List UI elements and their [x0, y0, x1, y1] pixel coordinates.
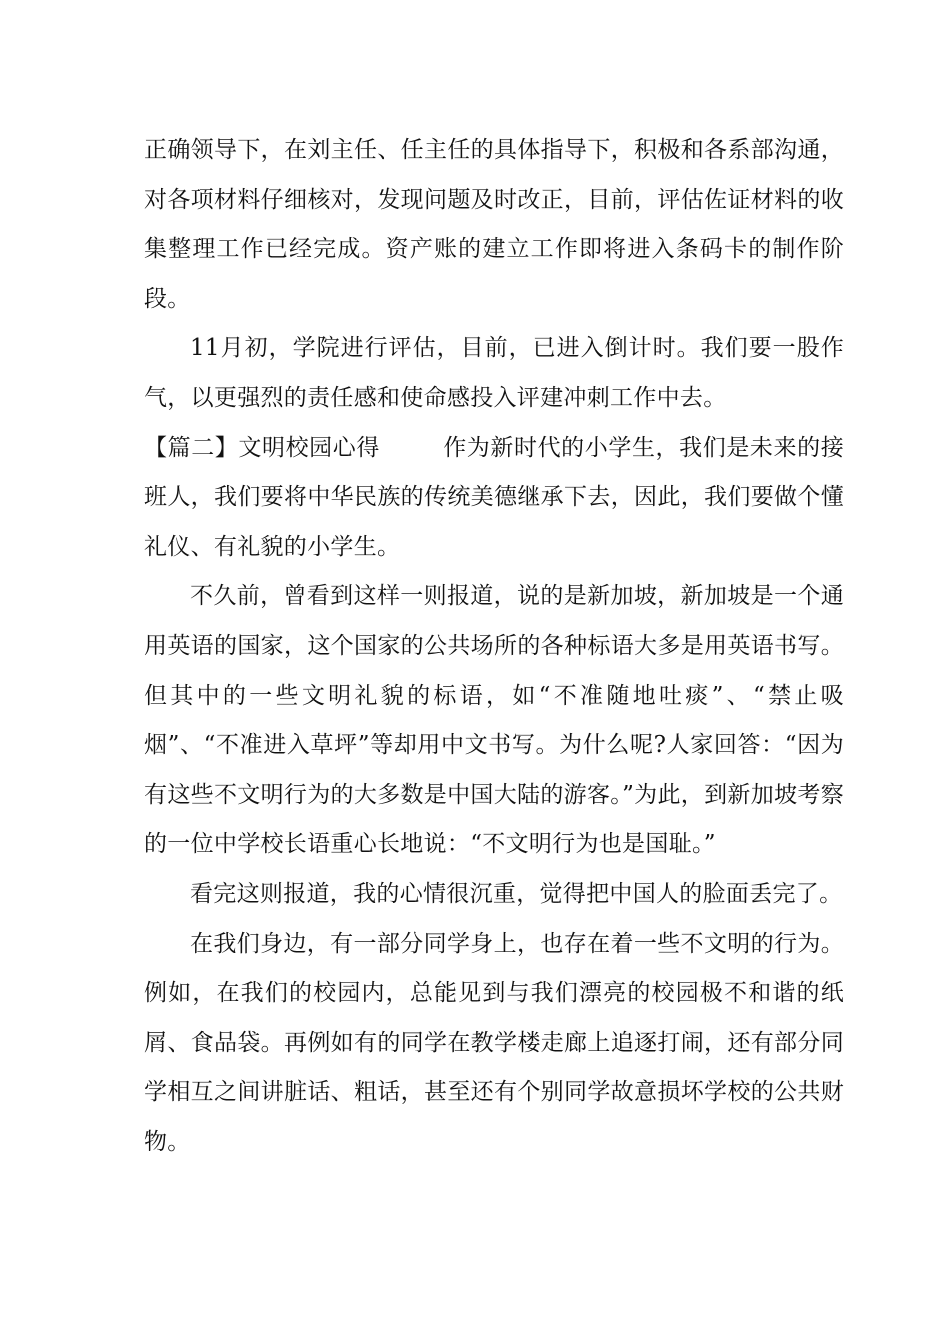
section-heading: 【篇二】文明校园心得	[144, 434, 380, 461]
paragraph-campus-behavior: 在我们身边，有一部分同学身上，也存在着一些不文明的行为。例如，在我们的校园内，总能见到与我们漂亮的校园极不和谐的纸屑、食品袋。再例如有的同学在教学楼走廊上追逐打闹，还有部分同学相互之间讲脏话、粗话，甚至还有个别同学故意损坏学校的公共财物。	[144, 930, 844, 1155]
paragraph-evaluation-materials: 正确领导下，在刘主任、任主任的具体指导下，积极和各系部沟通，对各项材料仔细核对，发现问题及时改正，目前，评估佐证材料的收集整理工作已经完成。资产账的建立工作即将进入条码卡的制作阶段。	[144, 137, 844, 312]
paragraph-text: 作为新时代的小学生，我们是未来的接班人，我们要将中华民族的传统美德继承下去，因此，我们要做个懂礼仪、有礼貌的小学生。	[144, 434, 845, 560]
paragraph-civilized-campus-intro	[144, 424, 844, 573]
paragraph-reaction: 看完这则报道，我的心情很沉重，觉得把中国人的脸面丢完了。	[190, 880, 843, 907]
document-body	[144, 126, 844, 1167]
paragraph-singapore-report: 不久前，曾看到这样一则报道，说的是新加坡，新加坡是一个通用英语的国家，这个国家的公共场所的各种标语大多是用英语书写。但其中的一些文明礼貌的标语，如“不准随地吐痰”、“禁止吸烟”、“不准进入草坪”等却用中文书写。为什么呢?人家回答：“因为有这些不文明行为的大多数是中国大陆的游客。”为此，到新加坡考察的一位中学校长语重心长地说：“不文明行为也是国耻。”	[144, 583, 844, 858]
paragraph-evaluation-countdown: 11月初，学院进行评估，目前，已进入倒计时。我们要一股作气，以更强烈的责任感和使命感投入评建冲刺工作中去。	[144, 335, 844, 411]
